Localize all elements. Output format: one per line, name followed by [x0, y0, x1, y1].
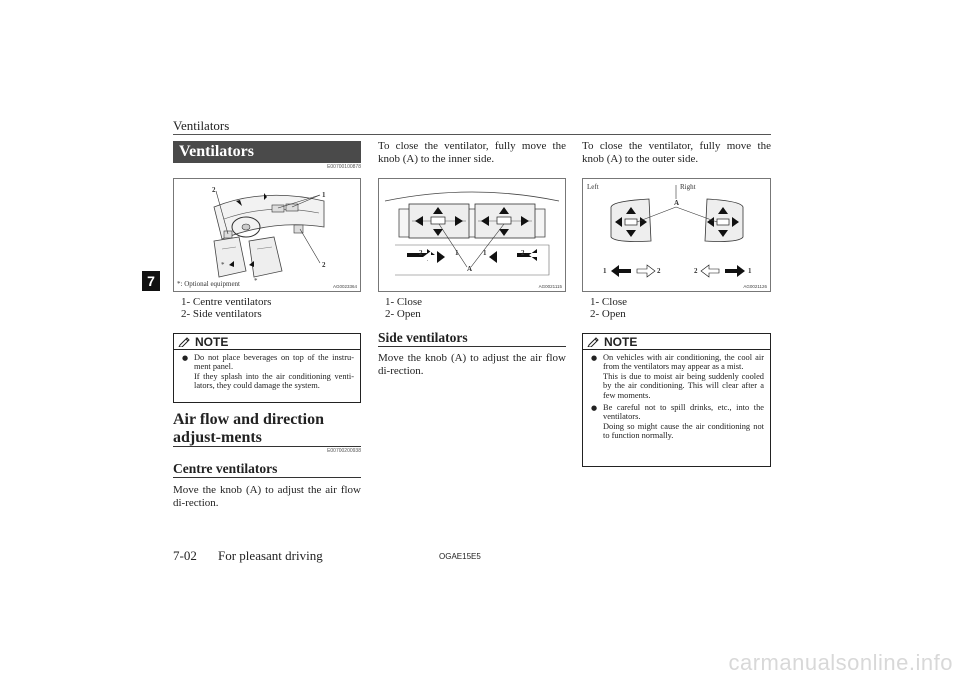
note-item — [583, 350, 770, 400]
callout-2-right: 2 — [322, 261, 326, 269]
label-1-left: 1 — [603, 267, 607, 275]
bullet-icon: ● — [591, 404, 598, 413]
middle-intro-text: To close the ventilator, fully move the knob (A) to the inner side. — [378, 140, 566, 165]
note-header — [174, 334, 360, 350]
caption-text: Open — [396, 308, 421, 320]
centre-text: Move the knob (A) to adjust the air flow di-rection. — [173, 484, 361, 509]
caption-num: 2- — [590, 308, 600, 320]
caption-text: Open — [601, 308, 626, 320]
section-code: E00700100878 — [327, 164, 361, 170]
caption-2 — [181, 308, 262, 320]
side-text: Move the knob (A) to adjust the air flow di-rection. — [378, 352, 566, 377]
caption-text: Close — [601, 296, 627, 308]
label-1-right: 1 — [483, 249, 487, 257]
note-item — [583, 400, 770, 441]
note-line: If they splash into the air conditioning venti-lators, they could damage the system. — [194, 371, 354, 391]
label-1-left: 1 — [455, 249, 459, 257]
figure-code: AG0023364 — [332, 284, 357, 289]
figure-code: AG0021115 — [538, 284, 562, 289]
chapter-tab: 7 — [142, 271, 160, 291]
note-title: NOTE — [604, 334, 638, 349]
bullet-icon: ● — [591, 354, 598, 362]
watermark: carmanualsonline.info — [728, 650, 953, 675]
page-number: 7-02 — [173, 548, 197, 563]
caption-2 — [385, 308, 421, 320]
running-title: Ventilators — [173, 118, 230, 133]
right-label: Right — [680, 183, 696, 191]
bullet-icon: ● — [182, 354, 189, 362]
header-rule — [173, 134, 771, 135]
label-2-left: 2 — [657, 267, 661, 275]
right-intro-text: To close the ventilator, fully move the knob (A) to the outer side. — [582, 140, 771, 165]
callout-star-2: * — [254, 277, 258, 285]
label-2-right: 2 — [521, 249, 525, 257]
caption-num: 1- — [590, 296, 600, 308]
note-line: Doing so might cause the air conditioning not to function normally. — [603, 421, 764, 441]
optional-equipment-label: *: Optional equipment — [177, 280, 240, 288]
note-item — [174, 350, 360, 391]
document-code: OGAE15E5 — [439, 552, 481, 561]
callout-star-1: * — [221, 261, 225, 269]
heading-rule — [173, 446, 361, 447]
caption-1 — [385, 296, 422, 308]
section-title-banner: Ventilators — [173, 141, 361, 163]
callout-1: 1 — [322, 191, 326, 199]
dashboard-illustration — [174, 179, 360, 291]
label-1-right: 1 — [748, 267, 752, 275]
heading-rule — [173, 477, 361, 478]
note-line: On vehicles with air conditioning, the cool air from the ventilators may appear as a mist. — [603, 353, 764, 372]
note-line: Do not place beverages on top of the instru-ment panel. — [194, 353, 354, 372]
caption-2 — [590, 308, 626, 320]
note-title: NOTE — [195, 334, 229, 349]
caption-num: 1- — [385, 296, 395, 308]
centre-vent-figure — [378, 178, 566, 292]
side-vent-illustration — [583, 179, 770, 291]
caption-text: Close — [396, 296, 422, 308]
side-vent-figure — [582, 178, 771, 292]
side-heading: Side ventilators — [378, 330, 468, 345]
centre-heading: Centre ventilators — [173, 461, 278, 476]
note-icon — [587, 336, 600, 347]
note-box — [582, 333, 771, 467]
left-label: Left — [587, 183, 599, 191]
caption-1 — [181, 296, 271, 308]
ventilator-location-figure — [173, 178, 361, 292]
note-line: Be careful not to spill drinks, etc., into the ventilators. — [603, 403, 764, 422]
note-box — [173, 333, 361, 403]
caption-text: Centre ventilators — [192, 296, 272, 308]
caption-text: Side ventilators — [192, 308, 262, 320]
chapter-name: For pleasant driving — [218, 548, 323, 563]
centre-vent-illustration — [379, 179, 565, 291]
airflow-heading: Air flow and direction adjust-ments — [173, 411, 324, 446]
figure-code: AG0021126 — [743, 284, 767, 289]
note-line: This is due to moist air being suddenly cooled by the air conditioning. This will clear after a few moments. — [603, 371, 764, 400]
airflow-code: E00700200938 — [327, 448, 361, 454]
caption-num: 1- — [181, 296, 191, 308]
note-header — [583, 334, 770, 350]
heading-rule — [378, 346, 566, 347]
label-A: A — [467, 265, 473, 273]
note-icon — [178, 336, 191, 347]
caption-1 — [590, 296, 627, 308]
caption-num: 2- — [385, 308, 395, 320]
caption-num: 2- — [181, 308, 191, 320]
callout-2-top: 2 — [212, 186, 216, 194]
label-2-left: 2 — [419, 249, 423, 257]
label-A: A — [674, 199, 680, 207]
label-2-right: 2 — [694, 267, 698, 275]
